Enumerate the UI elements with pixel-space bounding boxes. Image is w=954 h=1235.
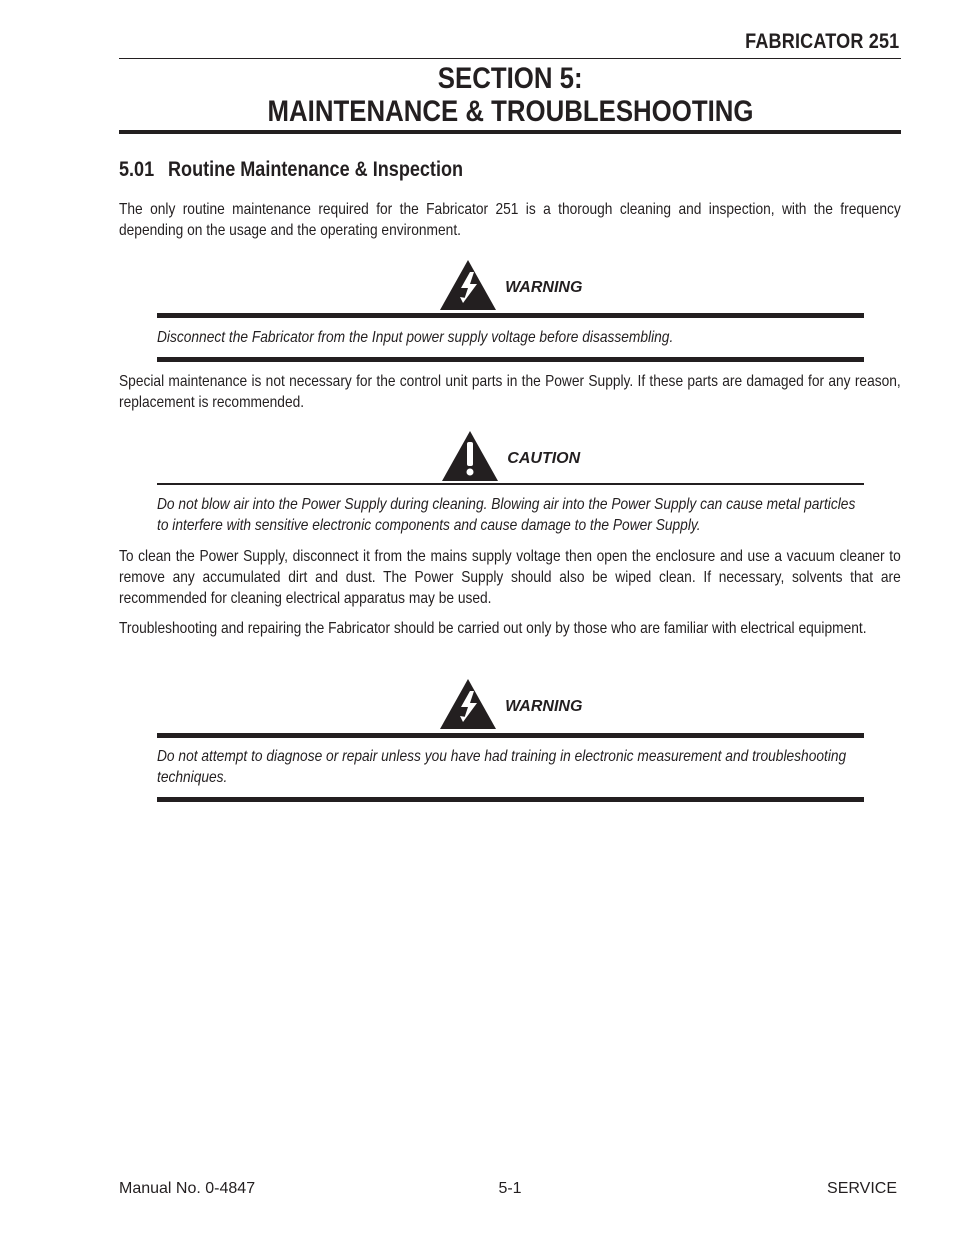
paragraph-1: The only routine maintenance required for the Fabricator 251 is a thorough cleaning and inspection, with the frequency depending on the usage and the operating environment. [119, 201, 901, 239]
notice-text: Do not blow air into the Power Supply during cleaning. Blowing air into the Power Supply can cause metal particles to interfere with sensitive electronic components and cause damage to the Power Supply. [157, 496, 856, 534]
section-title [119, 62, 901, 128]
title-rule [119, 130, 901, 134]
product-name: FABRICATOR 251 [744, 30, 899, 53]
notice-label: WARNING [505, 697, 583, 715]
paragraph-2: Special maintenance is not necessary for the control unit parts in the Power Supply. If these parts are damaged for any reason, replacement is recommended. [119, 373, 901, 411]
section-title-line2: MAINTENANCE & TROUBLESHOOTING [267, 95, 753, 128]
paragraph-4: Troubleshooting and repairing the Fabricator should be carried out only by those who are familiar with electrical equipment. [119, 620, 867, 637]
notice-rule-bottom [157, 357, 864, 362]
notice-rule-top [157, 733, 864, 738]
subsection-title: Routine Maintenance & Inspection [168, 158, 464, 181]
footer-section-name: SERVICE [827, 1180, 897, 1197]
notice-label: WARNING [505, 278, 583, 296]
footer-page-number: 5-1 [498, 1180, 522, 1197]
section-title-line1: SECTION 5: [437, 62, 583, 95]
electrical-hazard-icon [439, 259, 497, 316]
notice-text: Do not attempt to diagnose or repair unless you have had training in electronic measurement and troubleshooting techniques. [157, 748, 847, 786]
notice-text: Disconnect the Fabricator from the Input power supply voltage before disassembling. [157, 329, 674, 346]
header-rule [119, 58, 901, 59]
notice-rule-top [157, 483, 864, 485]
notice-label: CAUTION [507, 449, 581, 467]
electrical-hazard-icon [439, 678, 497, 735]
footer-manual-number: Manual No. 0-4847 [119, 1180, 256, 1197]
exclamation-triangle-icon [441, 430, 499, 487]
notice-rule-top [157, 313, 864, 318]
paragraph-3: To clean the Power Supply, disconnect it from the mains supply voltage then open the enclosure and use a vacuum cleaner to remove any accumulated dirt and dust. The Power Supply should also be wiped clean. If necessary, solvents that are recommended for cleaning electrical apparatus may be used. [119, 548, 901, 607]
notice-rule-bottom [157, 797, 864, 802]
subsection-heading [119, 158, 519, 182]
subsection-number: 5.01 [119, 158, 155, 181]
